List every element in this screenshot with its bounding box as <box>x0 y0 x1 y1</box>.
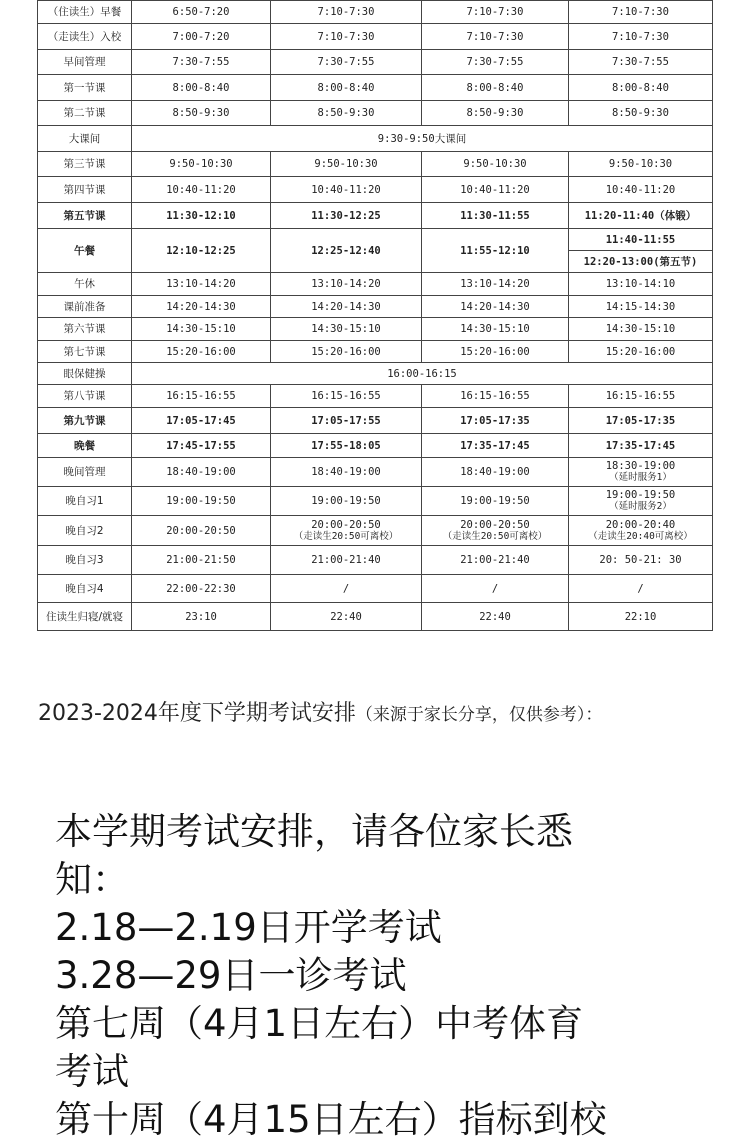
period-label: 第三节课 <box>38 152 132 177</box>
time-cell: 22:40 <box>422 603 569 631</box>
time-cell: 22:40 <box>271 603 422 631</box>
exam-heading-title: 2023-2024年度下学期考试安排 <box>38 701 356 726</box>
time-cell: 11:30-12:10 <box>132 203 271 229</box>
time-cell: 8:00-8:40 <box>569 75 713 101</box>
time-cell: 7:10-7:30 <box>271 1 422 24</box>
time-cell <box>271 516 422 546</box>
time-cell: 18:40-19:00 <box>132 458 271 487</box>
time-cell <box>569 516 713 546</box>
schedule-row <box>38 50 713 75</box>
cell-line: （延时服务2） <box>609 501 672 512</box>
schedule-row <box>38 487 713 516</box>
time-cell: 14:30-15:10 <box>271 318 422 341</box>
schedule-row <box>38 363 713 385</box>
time-cell: 11:40-11:55 <box>569 229 713 251</box>
schedule-row <box>38 1 713 24</box>
period-label: 早间管理 <box>38 50 132 75</box>
schedule-row <box>38 75 713 101</box>
time-cell <box>569 458 713 487</box>
period-label: 午餐 <box>38 229 132 273</box>
period-label: 大课间 <box>38 126 132 152</box>
time-cell: 15:20-16:00 <box>569 341 713 363</box>
notice-line: 知： <box>55 858 129 901</box>
time-cell: / <box>271 575 422 603</box>
time-cell: 7:10-7:30 <box>422 1 569 24</box>
time-cell: 17:05-17:35 <box>569 408 713 434</box>
period-label: （走读生）入校 <box>38 24 132 50</box>
time-cell: 7:30-7:55 <box>271 50 422 75</box>
period-label: 晚餐 <box>38 434 132 458</box>
schedule-row <box>38 434 713 458</box>
time-cell: 22:00-22:30 <box>132 575 271 603</box>
cell-line: （延时服务1） <box>609 472 672 483</box>
notice-line: 2.18—2.19日开学考试 <box>55 906 442 949</box>
exam-heading-note: （来源于家长分享，仅供参考）： <box>355 705 603 725</box>
time-cell: 7:30-7:55 <box>422 50 569 75</box>
time-cell: 9:50-10:30 <box>271 152 422 177</box>
schedule-row <box>38 152 713 177</box>
period-label: 晚自习2 <box>38 516 132 546</box>
cell-line: 18:30-19:00 <box>605 460 676 472</box>
time-cell: 19:00-19:50 <box>132 487 271 516</box>
time-cell: 12:10-12:25 <box>132 229 271 273</box>
time-cell: 17:35-17:45 <box>569 434 713 458</box>
time-cell: 10:40-11:20 <box>132 177 271 203</box>
time-cell: / <box>569 575 713 603</box>
schedule-row <box>38 229 713 251</box>
period-label: 课前准备 <box>38 296 132 318</box>
time-cell: 14:15-14:30 <box>569 296 713 318</box>
schedule-row <box>38 177 713 203</box>
cell-line: （走读生20:40可离校） <box>588 530 693 542</box>
time-cell: 11:55-12:10 <box>422 229 569 273</box>
time-cell: 6:50-7:20 <box>132 1 271 24</box>
notice-line: 第七周（4月1日左右）中考体育 <box>55 1002 584 1045</box>
time-cell: 14:30-15:10 <box>422 318 569 341</box>
time-cell: 13:10-14:10 <box>569 273 713 296</box>
period-label: 第一节课 <box>38 75 132 101</box>
schedule-row <box>38 385 713 408</box>
time-cell: 15:20-16:00 <box>132 341 271 363</box>
time-cell: 9:50-10:30 <box>422 152 569 177</box>
period-label: 第五节课 <box>38 203 132 229</box>
period-label: （住读生）早餐 <box>38 1 132 24</box>
schedule-row <box>38 603 713 631</box>
time-cell <box>422 516 569 546</box>
time-cell: 19:00-19:50 <box>271 487 422 516</box>
time-cell: 23:10 <box>132 603 271 631</box>
time-cell: 20: 50-21: 30 <box>569 546 713 575</box>
time-cell: 17:05-17:55 <box>271 408 422 434</box>
time-cell: 16:15-16:55 <box>422 385 569 408</box>
schedule-row <box>38 296 713 318</box>
time-cell: 12:25-12:40 <box>271 229 422 273</box>
time-cell: 14:20-14:30 <box>422 296 569 318</box>
time-cell: 7:10-7:30 <box>569 24 713 50</box>
period-label: 住读生归寝/就寝 <box>38 603 132 631</box>
time-cell: 11:30-12:25 <box>271 203 422 229</box>
time-cell: 14:30-15:10 <box>132 318 271 341</box>
time-cell: 8:00-8:40 <box>132 75 271 101</box>
period-label: 第七节课 <box>38 341 132 363</box>
time-cell: 21:00-21:40 <box>422 546 569 575</box>
time-cell: 8:00-8:40 <box>422 75 569 101</box>
time-cell: 11:20-11:40（体锻） <box>569 203 713 229</box>
schedule-row <box>38 408 713 434</box>
time-cell: 8:50-9:30 <box>569 101 713 126</box>
time-cell: 10:40-11:20 <box>422 177 569 203</box>
time-cell <box>569 487 713 516</box>
schedule-body <box>38 1 713 631</box>
time-cell: 9:50-10:30 <box>132 152 271 177</box>
schedule-row <box>38 203 713 229</box>
notice-line: 考试 <box>55 1050 129 1093</box>
period-label: 第四节课 <box>38 177 132 203</box>
cell-line: 20:00-20:40 <box>605 518 676 531</box>
time-cell: 21:00-21:40 <box>271 546 422 575</box>
schedule-table <box>37 0 713 631</box>
time-cell: 7:10-7:30 <box>271 24 422 50</box>
time-cell: 10:40-11:20 <box>271 177 422 203</box>
schedule-row <box>38 575 713 603</box>
period-label: 第二节课 <box>38 101 132 126</box>
exam-notice-image-text <box>55 808 715 1144</box>
time-cell-merged: 16:00-16:15 <box>132 363 713 385</box>
schedule-row <box>38 516 713 546</box>
time-cell: 17:05-17:45 <box>132 408 271 434</box>
time-cell: 13:10-14:20 <box>422 273 569 296</box>
period-label: 第八节课 <box>38 385 132 408</box>
time-cell: 18:40-19:00 <box>271 458 422 487</box>
time-cell: 18:40-19:00 <box>422 458 569 487</box>
schedule-row <box>38 318 713 341</box>
time-cell: 21:00-21:50 <box>132 546 271 575</box>
time-cell: 11:30-11:55 <box>422 203 569 229</box>
time-cell: 9:50-10:30 <box>569 152 713 177</box>
time-cell: 17:05-17:35 <box>422 408 569 434</box>
period-label: 第九节课 <box>38 408 132 434</box>
notice-line: 第十周（4月15日左右）指标到校 <box>55 1098 607 1141</box>
time-cell: 7:10-7:30 <box>569 1 713 24</box>
cell-line: 20:00-20:50 <box>311 518 381 531</box>
period-label: 午休 <box>38 273 132 296</box>
period-label: 晚自习1 <box>38 487 132 516</box>
time-cell: 17:55-18:05 <box>271 434 422 458</box>
time-cell: 7:00-7:20 <box>132 24 271 50</box>
time-cell: 22:10 <box>569 603 713 631</box>
time-cell: 8:50-9:30 <box>271 101 422 126</box>
time-cell: 13:10-14:20 <box>271 273 422 296</box>
time-cell: 8:00-8:40 <box>271 75 422 101</box>
time-cell: 15:20-16:00 <box>271 341 422 363</box>
time-cell: 10:40-11:20 <box>569 177 713 203</box>
time-cell: 8:50-9:30 <box>422 101 569 126</box>
time-cell: 15:20-16:00 <box>422 341 569 363</box>
notice-line: 本学期考试安排，请各位家长悉 <box>55 810 573 853</box>
time-cell: 17:35-17:45 <box>422 434 569 458</box>
time-cell: 7:10-7:30 <box>422 24 569 50</box>
cell-line: （走读生20:50可离校） <box>293 530 399 542</box>
schedule-row <box>38 546 713 575</box>
period-label: 眼保健操 <box>38 363 132 385</box>
schedule-row <box>38 24 713 50</box>
schedule-row <box>38 341 713 363</box>
time-cell: 16:15-16:55 <box>271 385 422 408</box>
time-cell: 16:15-16:55 <box>569 385 713 408</box>
schedule-row <box>38 126 713 152</box>
schedule-row <box>38 101 713 126</box>
time-cell: 12:20-13:00(第五节) <box>569 251 713 273</box>
exam-heading <box>38 688 718 741</box>
time-cell: 20:00-20:50 <box>132 516 271 546</box>
time-cell: 8:50-9:30 <box>132 101 271 126</box>
time-cell: 16:15-16:55 <box>132 385 271 408</box>
time-cell: 14:20-14:30 <box>271 296 422 318</box>
period-label: 晚自习3 <box>38 546 132 575</box>
time-cell-merged: 9:30-9:50大课间 <box>132 126 713 152</box>
period-label: 晚间管理 <box>38 458 132 487</box>
cell-line: （走读生20:50可离校） <box>442 530 548 542</box>
schedule-row <box>38 273 713 296</box>
cell-line: 20:00-20:50 <box>460 518 530 531</box>
time-cell: 17:45-17:55 <box>132 434 271 458</box>
time-cell: / <box>422 575 569 603</box>
time-cell: 7:30-7:55 <box>132 50 271 75</box>
cell-line: 19:00-19:50 <box>605 489 676 501</box>
notice-line: 3.28—29日一诊考试 <box>55 954 407 997</box>
period-label: 第六节课 <box>38 318 132 341</box>
period-label: 晚自习4 <box>38 575 132 603</box>
time-cell: 14:30-15:10 <box>569 318 713 341</box>
schedule-row <box>38 458 713 487</box>
time-cell: 7:30-7:55 <box>569 50 713 75</box>
time-cell: 19:00-19:50 <box>422 487 569 516</box>
time-cell: 13:10-14:20 <box>132 273 271 296</box>
time-cell: 14:20-14:30 <box>132 296 271 318</box>
